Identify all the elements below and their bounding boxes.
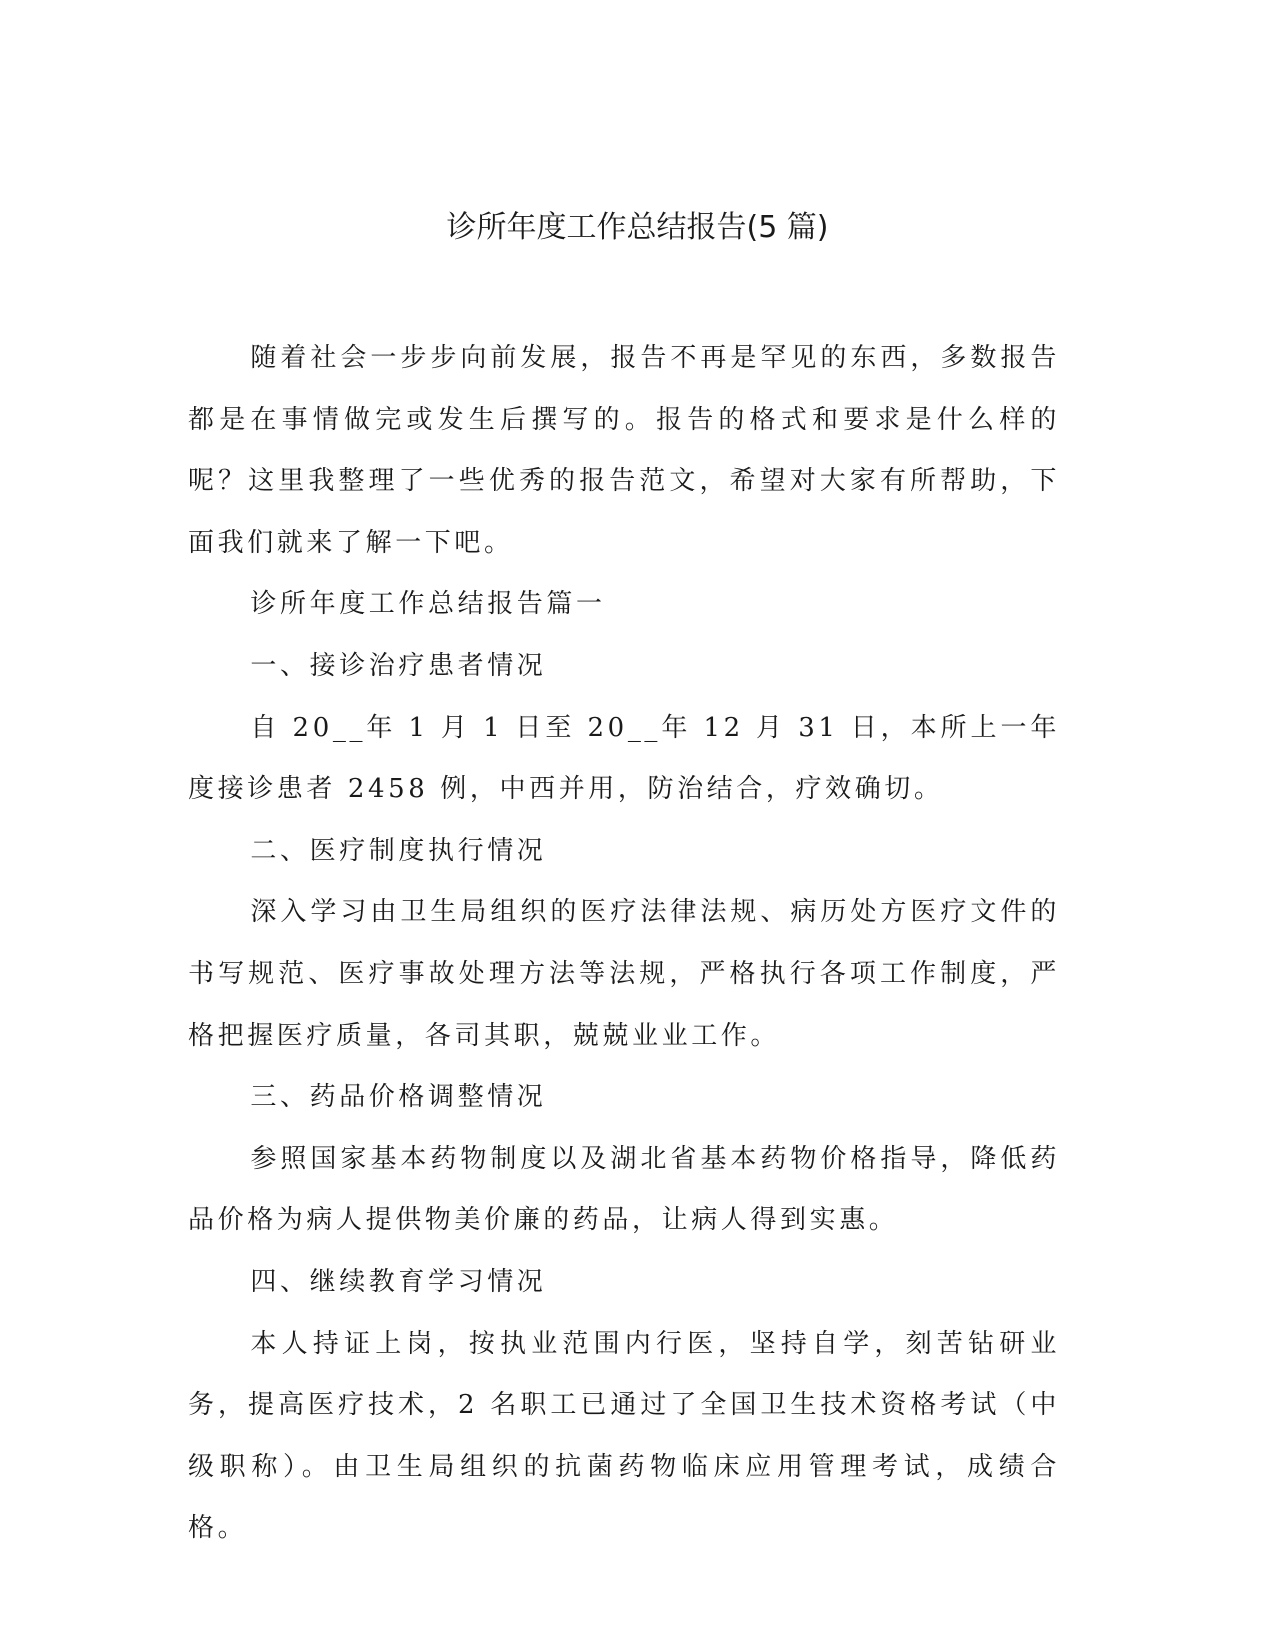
paragraph-patient-treatment: 自 20__年 1 月 1 日至 20__年 12 月 31 日，本所上一年度接诊患者 2458 例，中西并用，防治结合，疗效确切。 <box>188 712 1060 805</box>
document-body <box>188 328 1060 1560</box>
paragraph-drug-price: 参照国家基本药物制度以及湖北省基本药物价格指导，降低药品价格为病人提供物美价廉的药品，让病人得到实惠。 <box>188 1143 1060 1236</box>
paragraph-medical-system: 深入学习由卫生局组织的医疗法律法规、病历处方医疗文件的书写规范、医疗事故处理方法等法规，严格执行各项工作制度，严格把握医疗质量，各司其职，兢兢业业工作。 <box>188 897 1060 1051</box>
heading-continuing-education: 四、继续教育学习情况 <box>250 1266 547 1297</box>
heading-patient-treatment: 一、接诊治疗患者情况 <box>250 650 547 681</box>
heading-medical-system: 二、医疗制度执行情况 <box>250 835 547 866</box>
section-title-part-one: 诊所年度工作总结报告篇一 <box>250 589 606 620</box>
paragraph-continuing-education: 本人持证上岗，按执业范围内行医，坚持自学，刻苦钻研业务，提高医疗技术，2 名职工已通过了全国卫生技术资格考试（中级职称）。由卫生局组织的抗菌药物临床应用管理考试，成绩合格。 <box>188 1328 1060 1544</box>
document-title: 诊所年度工作总结报告(5 篇) <box>446 210 829 245</box>
heading-drug-price: 三、药品价格调整情况 <box>250 1082 547 1113</box>
intro-paragraph: 随着社会一步步向前发展，报告不再是罕见的东西，多数报告都是在事情做完或发生后撰写的。报告的格式和要求是什么样的呢？这里我整理了一些优秀的报告范文，希望对大家有所帮助，下面我们就来了解一下吧。 <box>188 343 1060 558</box>
